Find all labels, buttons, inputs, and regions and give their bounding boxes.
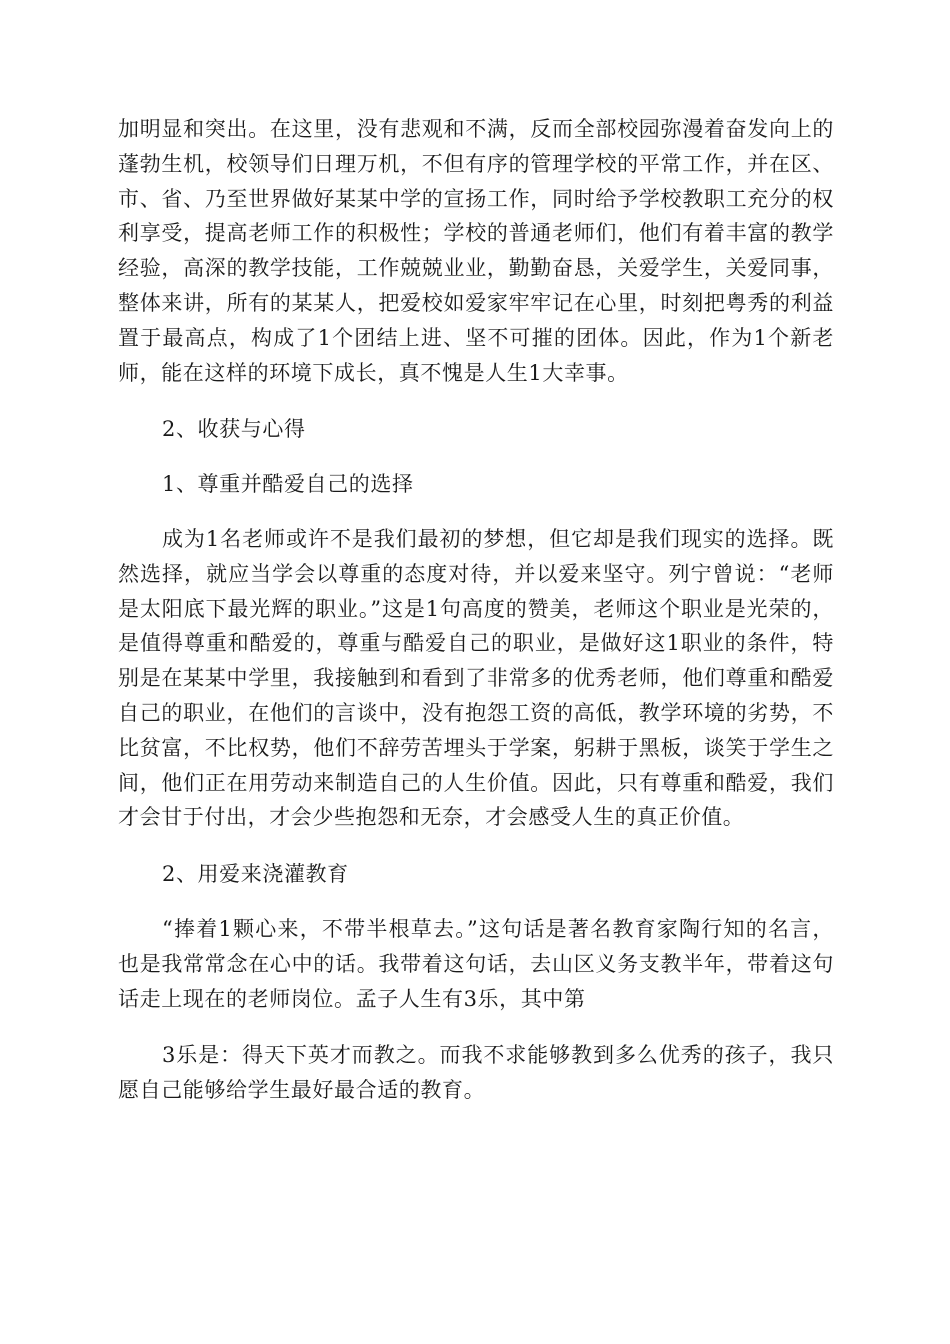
paragraph-tao-xingzhi-quote: “捧着1颗心来，不带半根草去。”这句话是著名教育家陶行知的名言，也是我常常念在心中的话。我带着这句话，去山区义务支教半年，带着这句话走上现在的老师岗位。孟子人生有3乐，其中第: [118, 916, 834, 1011]
paragraph-campus-atmosphere: 加明显和突出。在这里，没有悲观和不满，反而全部校园弥漫着奋发向上的蓬勃生机，校领导们日理万机，不但有序的管理学校的平常工作，并在区、市、省、乃至世界做好某某中学的宣扬工作，同时给予学校教职工充分的权利享受，提高老师工作的积极性；学校的普通老师们，他们有着丰富的教学经验，高深的教学技能，工作兢兢业业，勤勤奋恳，关爱学生，关爱同事，整体来讲，所有的某某人，把爱校如爱家牢牢记在心里，时刻把粤秀的利益置于最高点，构成了1个团结上进、坚不可摧的团体。因此，作为1个新老师，能在这样的环境下成长，真不愧是人生1大幸事。: [118, 117, 834, 385]
section-heading-gains: 2、收获与心得: [162, 417, 306, 442]
paragraph-respect-profession: 成为1名老师或许不是我们最初的梦想，但它却是我们现实的选择。既然选择，就应当学会以尊重的态度对待，并以爱来坚守。列宁曾说：“老师是太阳底下最光辉的职业。”这是1句高度的赞美，老师这个职业是光荣的，是值得尊重和酷爱的，尊重与酷爱自己的职业，是做好这1职业的条件，特别是在某某中学里，我接触到和看到了非常多的优秀老师，他们尊重和酷爱自己的职业，在他们的言谈中，没有抱怨工资的高低，教学环境的劣势，不比贫富，不比权势，他们不辞劳苦埋头于学案，躬耕于黑板，谈笑于学生之间，他们正在用劳动来制造自己的人生价值。因此，只有尊重和酷爱，我们才会甘于付出，才会少些抱怨和无奈，才会感受人生的真正价值。: [118, 526, 834, 830]
paragraph-mencius-joy: 3乐是：得天下英才而教之。而我不求能够教到多么优秀的孩子，我只愿自己能够给学生最好最合适的教育。: [118, 1043, 834, 1103]
subheading-love-education: 2、用爱来浇灌教育: [162, 862, 349, 887]
subheading-respect-choice: 1、尊重并酷爱自己的选择: [162, 472, 414, 497]
document-page: [118, 112, 834, 1108]
